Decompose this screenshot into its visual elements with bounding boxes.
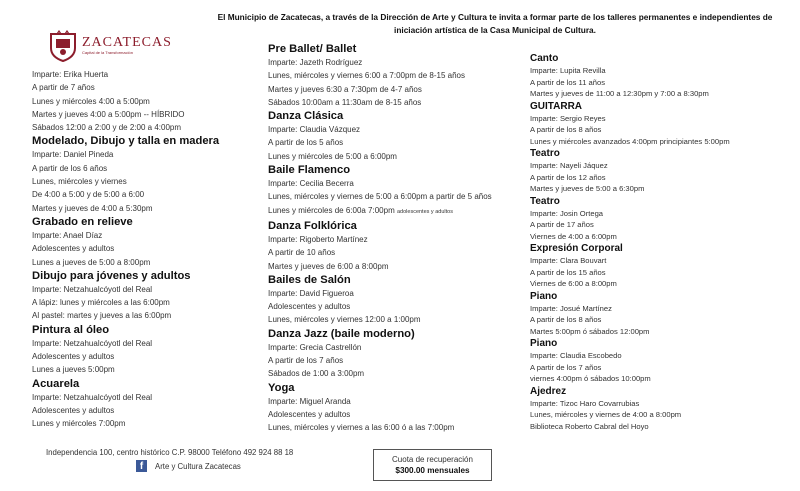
fee-amount: $300.00 mensuales xyxy=(395,466,470,475)
facebook-link[interactable] xyxy=(136,460,241,472)
class-detail: A partir de 7 años xyxy=(32,83,95,93)
class-detail xyxy=(268,204,530,219)
class-title: Danza Jazz (baile moderno) xyxy=(268,327,415,340)
column-1 xyxy=(32,68,262,431)
logo-subtitle: Capital de la Transformación xyxy=(82,50,133,55)
class-detail: Lunes, miércoles y viernes xyxy=(32,177,127,187)
class-section xyxy=(32,377,262,431)
class-detail: Martes 5:00pm ó sábados 12:00pm xyxy=(530,326,650,336)
class-section xyxy=(530,147,792,195)
class-detail: A partir de 17 años xyxy=(530,220,594,229)
class-title: Teatro xyxy=(530,148,560,159)
class-detail: Lunes, miércoles y viernes de 5:00 a 6:00pm a partir de 5 años xyxy=(268,192,492,202)
class-detail-main: Lunes y miércoles de 6:00a 7:00pm xyxy=(268,205,395,215)
class-section xyxy=(268,219,530,273)
class-title: Yoga xyxy=(268,381,295,394)
class-section xyxy=(268,42,530,109)
class-title: Danza Folklórica xyxy=(268,219,357,232)
class-detail: Martes y jueves de 11:00 a 12:30pm y 7:00 a 8:30pm xyxy=(530,89,709,98)
class-section xyxy=(268,109,530,163)
logo-name: ZACATECAS xyxy=(82,35,172,50)
class-detail: Sábados 12:00 a 2:00 y de 2:00 a 4:00pm xyxy=(32,123,182,133)
class-detail: Imparte: Clara Bouvart xyxy=(530,256,607,265)
class-detail: Al pastel: martes y jueves a las 6:00pm xyxy=(32,311,172,321)
class-detail: Martes y jueves de 4:00 a 5:30pm xyxy=(32,203,153,213)
class-detail: Adolescentes y adultos xyxy=(268,409,351,419)
fee-box xyxy=(373,449,492,481)
class-detail: A partir de los 8 años xyxy=(530,125,602,134)
class-detail: Imparte: Rigoberto Martínez xyxy=(268,234,368,244)
class-section xyxy=(530,52,792,100)
class-detail: Lunes, miércoles y viernes a las 6:00 ó a las 7:00pm xyxy=(268,423,455,433)
class-title: Dibujo para jóvenes y adultos xyxy=(32,269,191,282)
class-section xyxy=(530,337,792,385)
class-detail: viernes 4:00pm ó sábados 10:00pm xyxy=(530,374,651,383)
class-title: Bailes de Salón xyxy=(268,273,351,286)
class-title: Piano xyxy=(530,338,558,349)
class-detail: Imparte: Netzahualcóyotl del Real xyxy=(32,284,153,294)
class-detail: A partir de los 8 años xyxy=(530,315,602,324)
class-section xyxy=(268,381,530,435)
class-section xyxy=(530,195,792,243)
class-detail: A lápiz: lunes y miércoles a las 6:00pm xyxy=(32,298,170,308)
facebook-icon: f xyxy=(136,460,147,472)
class-title: Piano xyxy=(530,290,558,302)
class-detail: A partir de 10 años xyxy=(268,248,336,258)
class-detail: Imparte: Anael Díaz xyxy=(32,230,103,240)
facebook-label: Arte y Cultura Zacatecas xyxy=(155,461,241,471)
class-detail: A partir de los 12 años xyxy=(530,172,606,182)
class-title: Canto xyxy=(530,53,559,64)
class-detail: Imparte: Josué Martínez xyxy=(530,303,612,313)
class-title: Teatro xyxy=(530,195,560,207)
class-detail: De 4:00 a 5:00 y de 5:00 a 6:00 xyxy=(32,190,145,200)
class-detail: Imparte: Nayeli Jáquez xyxy=(530,161,608,170)
class-detail: Viernes de 4:00 a 6:00pm xyxy=(530,231,617,241)
class-title: GUITARRA xyxy=(530,100,583,112)
class-detail: A partir de los 5 años xyxy=(268,138,344,148)
class-detail: Imparte: Miguel Aranda xyxy=(268,396,351,406)
class-detail: A partir de los 11 años xyxy=(530,77,605,87)
footer-address: Independencia 100, centro histórico C.P. 98000 Teléfono 492 924 88 18 xyxy=(46,448,294,457)
class-detail: Imparte: David Figueroa xyxy=(268,288,354,298)
class-section xyxy=(32,323,262,377)
intro-text: El Municipio de Zacatecas, a través de la Dirección de Arte y Cultura te invita a formar parte de los talleres permanentes e independientes de iniciación artística de la Casa Municipal de Cultura. xyxy=(217,12,773,35)
class-section xyxy=(530,385,792,433)
class-detail: Imparte: Cecilia Becerra xyxy=(268,179,354,189)
class-detail: Imparte: Lupita Revilla xyxy=(530,66,606,75)
fee-label: Cuota de recuperación xyxy=(392,455,473,464)
class-detail: Lunes, miércoles y viernes 6:00 a 7:00pm de 8-15 años xyxy=(268,71,466,81)
class-detail: Adolescentes y adultos xyxy=(32,405,115,415)
class-detail: Imparte: Daniel Pineda xyxy=(32,150,114,160)
class-section xyxy=(268,163,530,219)
column-3 xyxy=(530,52,792,432)
class-title: Ajedrez xyxy=(530,385,567,397)
class-detail: A partir de los 15 años xyxy=(530,267,606,277)
class-title: Acuarela xyxy=(32,377,80,390)
class-detail-note: adolescentes y adultos xyxy=(396,208,453,215)
class-section xyxy=(32,134,262,214)
class-title: Grabado en relieve xyxy=(32,215,133,228)
class-title: Modelado, Dibujo y talla en madera xyxy=(32,135,220,148)
class-detail: A partir de los 7 años xyxy=(530,362,602,372)
class-detail: Imparte: Netzahualcóyotl del Real xyxy=(32,392,153,402)
class-detail: Imparte: Claudia Vázquez xyxy=(268,125,361,135)
class-detail: Lunes, miércoles y viernes 12:00 a 1:00pm xyxy=(268,315,421,325)
class-detail: Martes y jueves 6:30 a 7:30pm de 4-7 años xyxy=(268,84,422,94)
class-title: Pre Ballet/ Ballet xyxy=(268,43,357,55)
class-section xyxy=(32,68,262,134)
class-detail: Viernes de 6:00 a 8:00pm xyxy=(530,279,617,288)
class-title: Expresión Corporal xyxy=(530,243,623,254)
class-detail: Adolescentes y adultos xyxy=(32,352,115,362)
class-detail: Imparte: Tizoc Haro Covarrubias xyxy=(530,398,640,408)
class-section xyxy=(530,242,792,290)
class-detail: Lunes, miércoles y viernes de 4:00 a 8:00pm xyxy=(530,410,682,419)
class-section xyxy=(268,273,530,327)
class-detail: Imparte: Grecia Castrellón xyxy=(268,342,362,352)
class-section xyxy=(530,100,792,148)
class-detail: Imparte: Claudia Escobedo xyxy=(530,351,622,360)
class-detail: Lunes y miércoles 7:00pm xyxy=(32,419,126,429)
class-detail: Imparte: Erika Huerta xyxy=(32,70,109,79)
logo xyxy=(48,30,178,62)
class-title: Pintura al óleo xyxy=(32,323,110,336)
column-2 xyxy=(268,42,530,435)
class-title: Danza Clásica xyxy=(268,110,344,123)
class-detail: Lunes a jueves de 5:00 a 8:00pm xyxy=(32,257,151,267)
class-detail: Adolescentes y adultos xyxy=(268,302,351,312)
class-detail: Lunes y miércoles de 5:00 a 6:00pm xyxy=(268,151,397,161)
class-detail: Imparte: Josin Ortega xyxy=(530,208,604,218)
class-detail: Martes y jueves de 5:00 a 6:30pm xyxy=(530,184,645,193)
class-detail: Sábados de 1:00 a 3:00pm xyxy=(268,369,365,379)
class-section xyxy=(32,269,262,323)
class-detail: Lunes y miércoles 4:00 a 5:00pm xyxy=(32,96,150,106)
class-detail: A partir de los 6 años xyxy=(32,163,108,173)
class-section xyxy=(530,290,792,338)
class-detail: Martes y jueves 4:00 a 5:00pm -- HÍBRIDO xyxy=(32,109,185,119)
class-detail: Lunes y miércoles avanzados 4:00pm principiantes 5:00pm xyxy=(530,136,730,146)
class-detail: Martes y jueves de 6:00 a 8:00pm xyxy=(268,261,389,271)
class-detail: Biblioteca Roberto Cabral del Hoyo xyxy=(530,421,649,431)
class-section xyxy=(32,215,262,269)
zacatecas-seal-icon xyxy=(48,30,78,62)
class-title: Baile Flamenco xyxy=(268,164,351,177)
class-detail: Imparte: Sergio Reyes xyxy=(530,113,606,123)
class-detail: Sábados 10:00am a 11:30am de 8-15 años xyxy=(268,97,422,107)
class-detail: A partir de los 7 años xyxy=(268,356,344,366)
class-section xyxy=(268,327,530,381)
class-detail: Lunes a jueves 5:00pm xyxy=(32,365,115,375)
class-detail: Imparte: Jazeth Rodríguez xyxy=(268,58,363,67)
class-detail: Adolescentes y adultos xyxy=(32,244,115,254)
class-detail: Imparte: Netzahualcóyotl del Real xyxy=(32,338,153,348)
